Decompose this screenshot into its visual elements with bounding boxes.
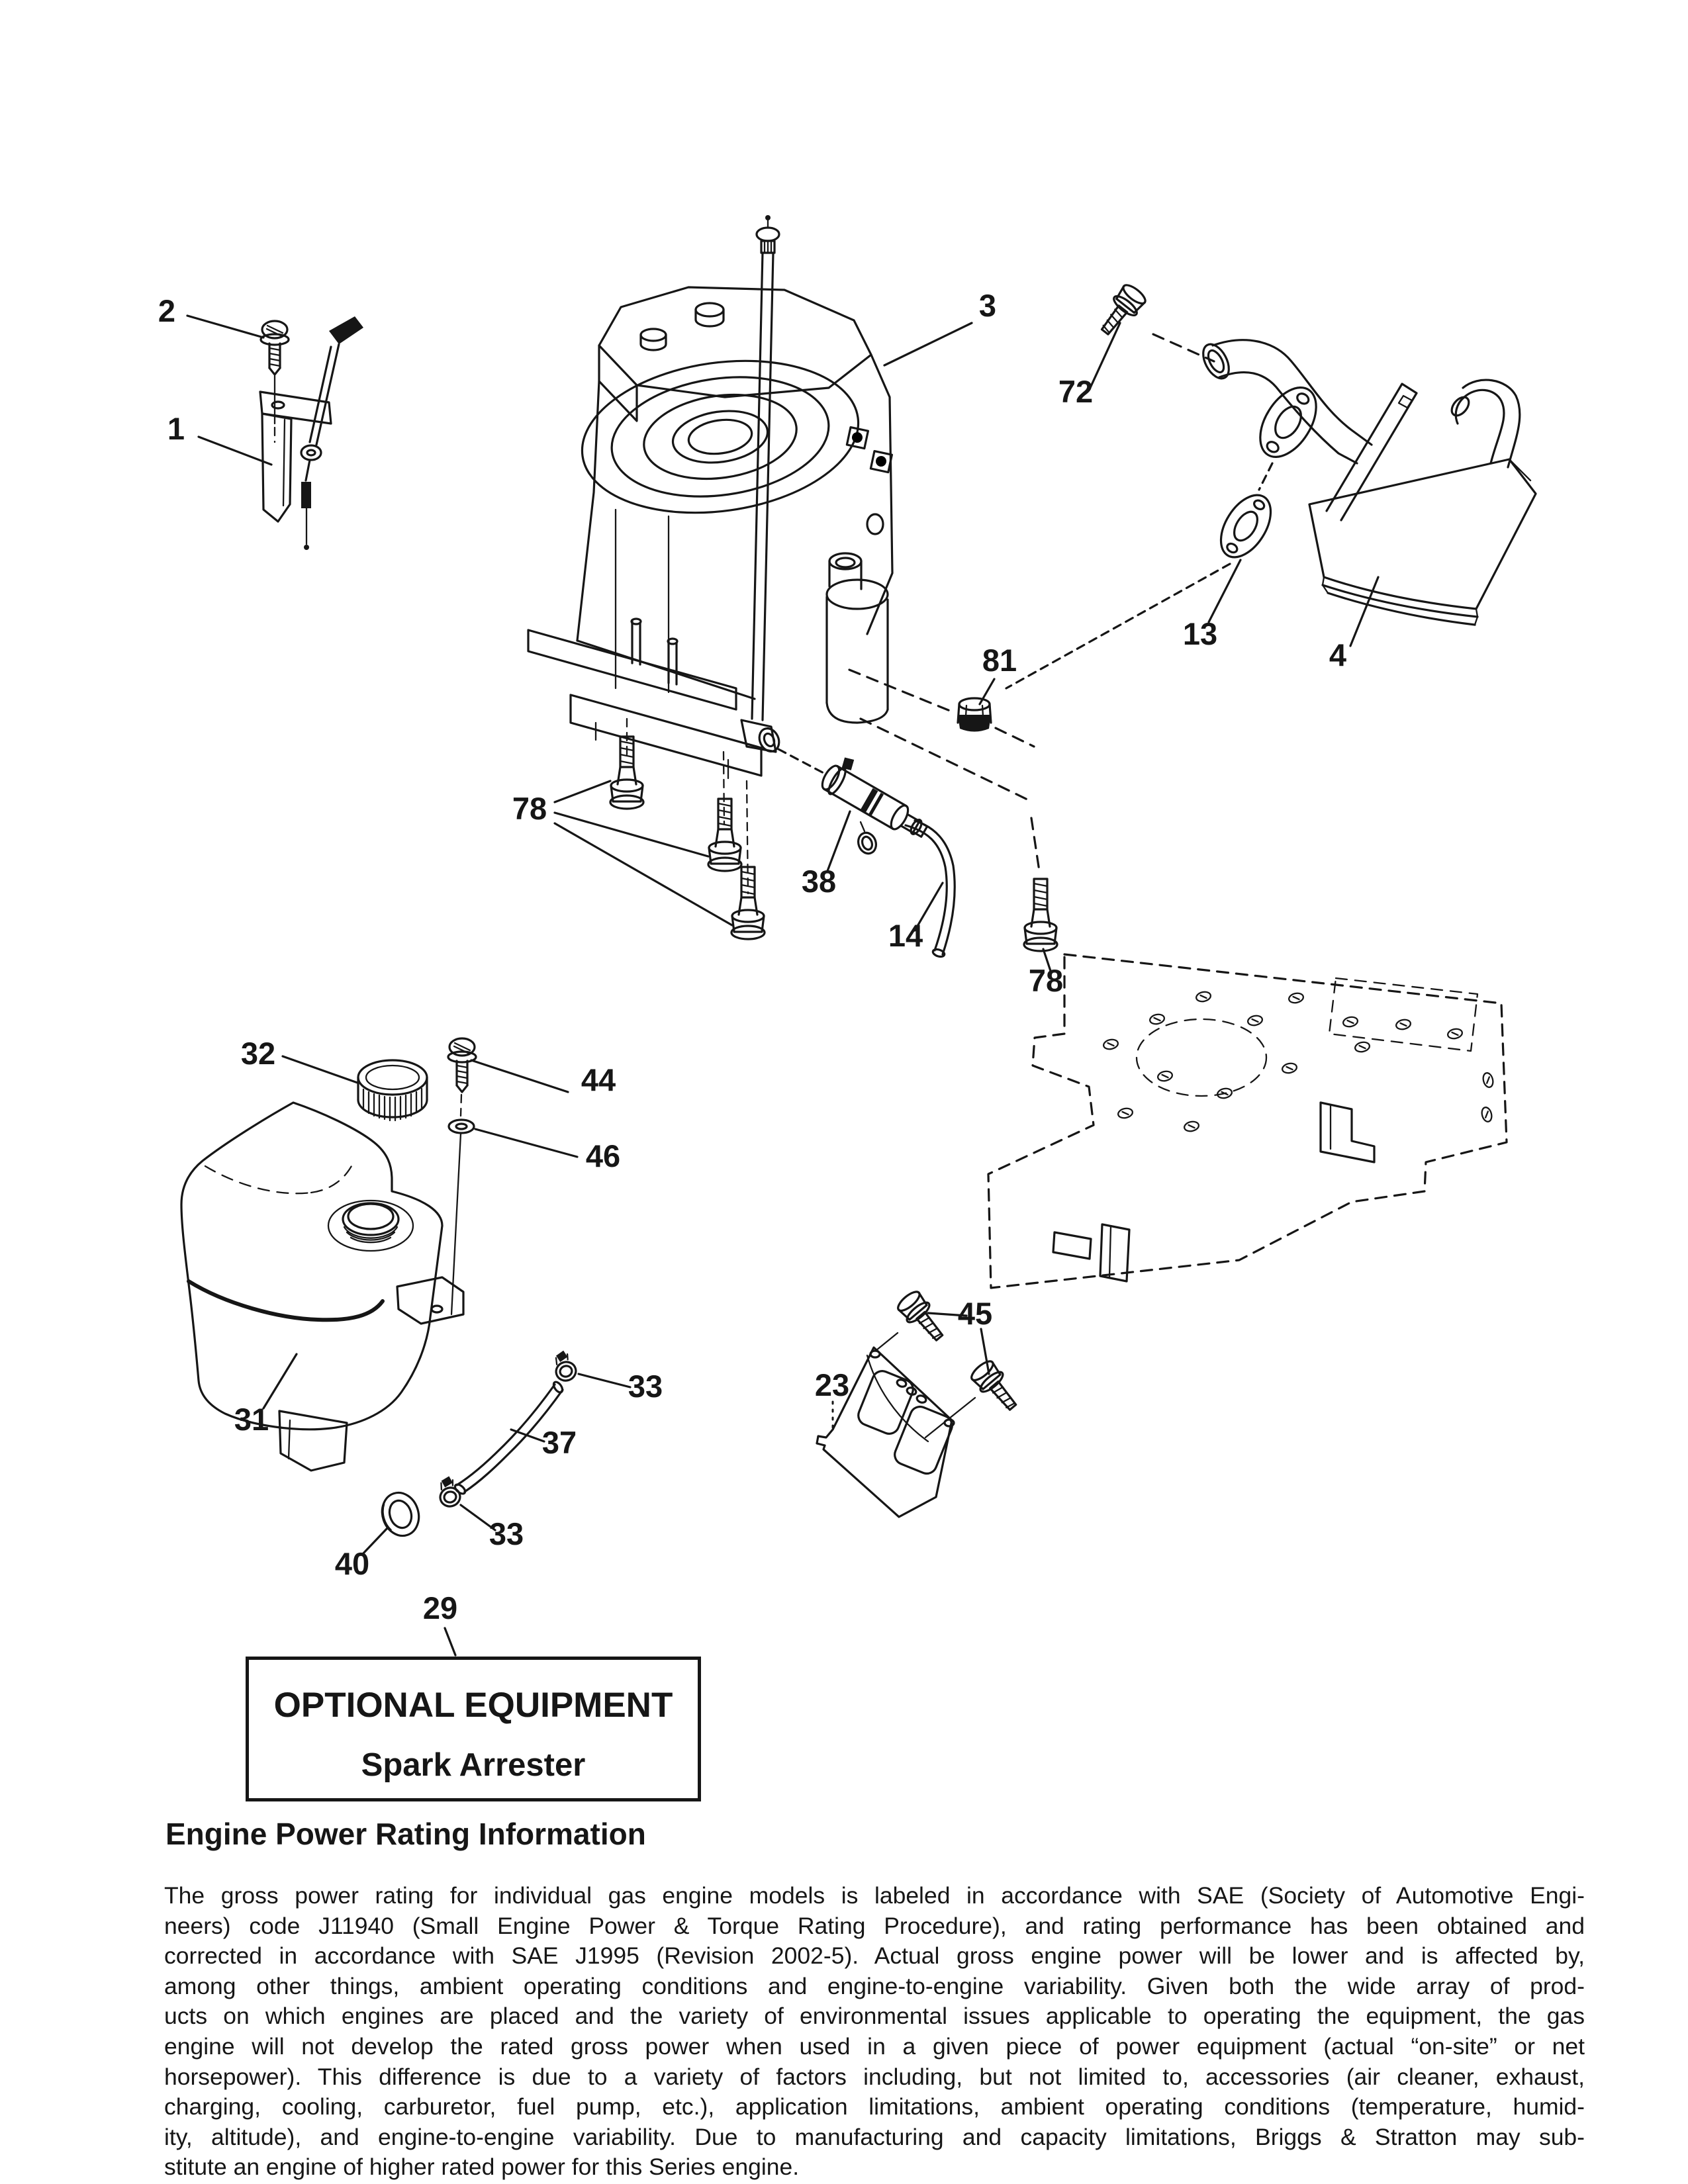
paragraph-line: charging, cooling, carburetor, fuel pump, etc.), application limitations, ambient operating conditions (temperature, humid- [164,2093,1585,2120]
callout-45: 45 [957,1296,993,1331]
callout-13: 13 [1182,616,1218,651]
callout-38: 38 [801,864,837,899]
optional-equipment-box [246,1657,701,1801]
callout-44: 44 [581,1062,616,1097]
flange-nut-81 [958,698,991,732]
fuel-tank-group [181,1038,579,1541]
callout-2: 2 [158,293,176,328]
callout-78-right: 78 [1028,963,1064,998]
callout-23: 23 [814,1367,850,1402]
bracket-group [814,1289,1023,1517]
paragraph-line: The gross power rating for individual gas engine models is labeled in accordance with SAE (Society of Automotive Engi- [164,1882,1585,1909]
callout-78-left: 78 [512,791,547,826]
callout-3: 3 [978,288,997,323]
optional-equipment-subtitle: Spark Arrester [361,1747,586,1783]
callout-81: 81 [982,643,1017,678]
callout-4: 4 [1329,637,1347,672]
callout-31: 31 [234,1402,269,1437]
paragraph-line: horsepower). This difference is due to a variety of factors including, but not limited to, accessories (air cleaner, exhaust, [164,2063,1585,2090]
fuel-cap-32 [358,1060,427,1120]
paragraph-line: engine will not develop the rated gross power when used in a given piece of power equipment (actual “on-site” or net [164,2032,1585,2060]
callout-1: 1 [167,411,185,446]
gasket-13 [1211,486,1281,566]
paragraph-line: corrected in accordance with SAE J1995 (Revision 2002-5). Actual gross engine power will be lower and is affected by, [164,1942,1585,1970]
callout-37: 37 [541,1425,577,1460]
leader-lines [187,316,1378,1655]
callout-40: 40 [334,1546,370,1581]
mounting-bolts-group [610,670,1057,951]
paragraph-line: stitute an engine of higher rated power for this Series engine. [164,2154,800,2181]
muffler-group [1006,281,1536,688]
chassis-ghost-group [988,954,1507,1288]
callout-labels [158,288,1346,1625]
paragraph-line: among other things, ambient operating conditions and engine-to-engine variability. Given both the wide array of prod- [164,1972,1585,1999]
section-heading: Engine Power Rating Information [165,1817,646,1851]
callout-32: 32 [240,1036,276,1071]
optional-equipment-title: OPTIONAL EQUIPMENT [273,1686,673,1725]
paragraph-line: neers) code J11940 (Small Engine Power & Torque Rating Procedure), and rating performance has been obtained and [164,1912,1585,1939]
paragraph-line: ucts on which engines are placed and the variety of environmental issues applicable to operating the equipment, the gas [164,2003,1585,2030]
engine-power-paragraph [164,1881,1585,2183]
paragraph-line: ity, altitude), and engine-to-engine variability. Due to manufacturing and capacity limitations, Briggs & Stratton may sub- [164,2123,1585,2150]
callout-46: 46 [585,1138,621,1173]
callout-33-upper: 33 [628,1369,663,1404]
callout-14: 14 [888,918,923,953]
fuel-filter-group [778,749,955,958]
throttle-control-group [260,316,363,550]
callout-33-lower: 33 [489,1516,524,1551]
callout-29: 29 [422,1590,458,1625]
callout-72: 72 [1058,374,1094,409]
